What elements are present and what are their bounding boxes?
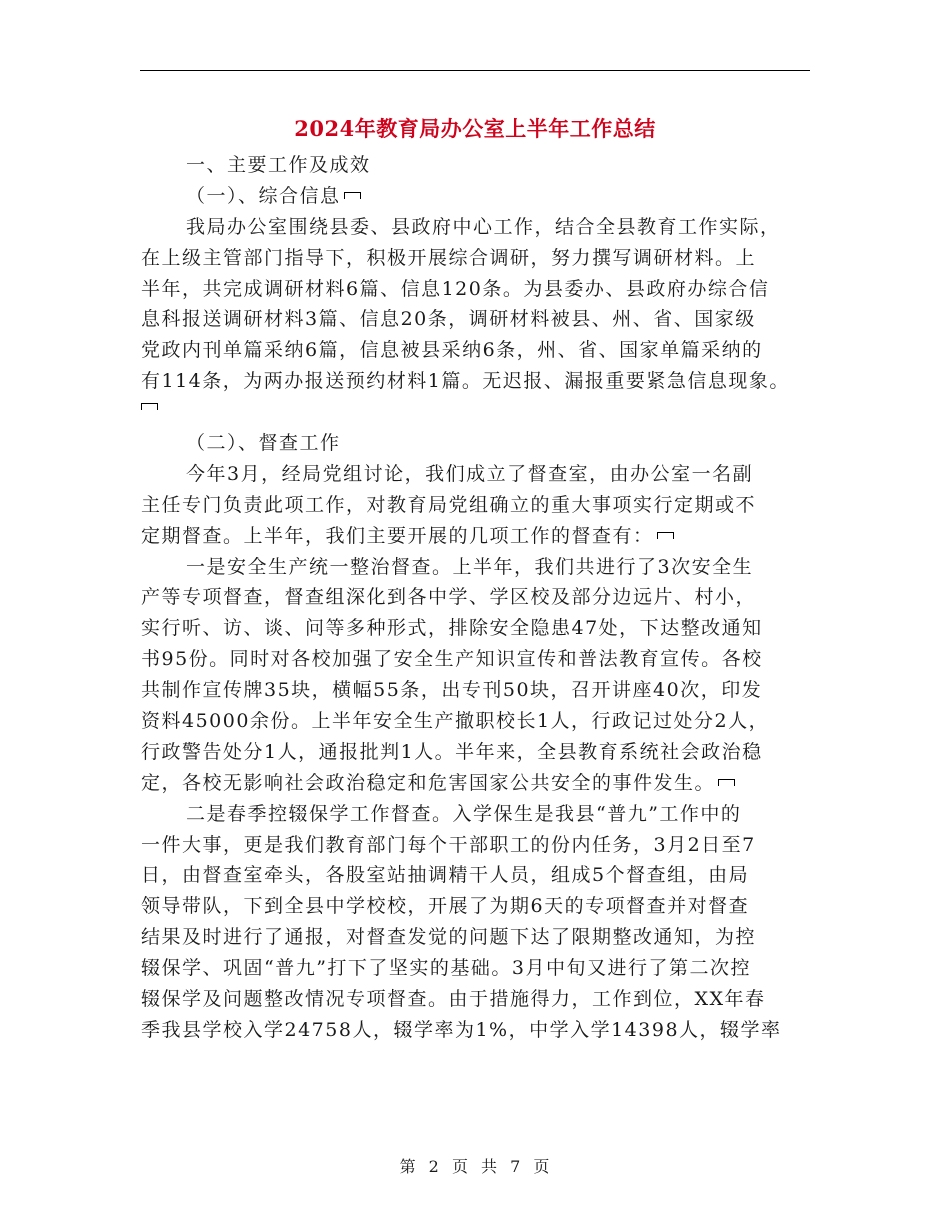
body-line: 资料45000余份。上半年安全生产撤职校长1人，行政记过处分2人， bbox=[141, 710, 770, 733]
body-line: 书95份。同时对各校加强了安全生产知识宣传和普法教育宣传。各校 bbox=[141, 648, 763, 671]
body-line: 结果及时进行了通报，对督查发觉的问题下达了限期整改通知，为控 bbox=[141, 926, 757, 949]
body-line: 产等专项督查，督查组深化到各中学、学区校及部分边远片、村小， bbox=[141, 586, 757, 609]
subsection-heading: （二）、督查工作 bbox=[186, 432, 341, 455]
body-line: 定，各校无影响社会政治稳定和危害国家公共安全的事件发生。 bbox=[141, 768, 813, 799]
body-line: 辍保学及问题整改情况专项督查。由于措施得力，工作到位，XX年春 bbox=[141, 988, 766, 1011]
document-body bbox=[141, 150, 813, 1046]
body-line: 辍保学、巩固“普九”打下了坚实的基础。3月中旬又进行了第二次控 bbox=[141, 957, 752, 980]
body-line: 二是春季控辍保学工作督查。入学保生是我县“普九”工作中的 bbox=[186, 802, 742, 825]
header-rule bbox=[140, 70, 810, 71]
body-line: 实行听、访、谈、问等多种形式，排除安全隐患47处，下达整改通知 bbox=[141, 617, 763, 640]
body-line: 有114条，为两办报送预约材料1篇。无迟报、漏报重要紧急信息现象。 bbox=[141, 370, 790, 393]
body-line: 党政内刊单篇采纳6篇，信息被县采纳6条，州、省、国家单篇采纳的 bbox=[141, 339, 763, 362]
body-line: 我局办公室围绕县委、县政府中心工作，结合全县教育工作实际， bbox=[186, 215, 781, 238]
section-heading: 一、主要工作及成效 bbox=[186, 154, 371, 176]
body-line: 领导带队，下到全县中学校校，开展了为期6天的专项督查并对督查 bbox=[141, 895, 750, 918]
body-line: 在上级主管部门指导下，积极开展综合调研，努力撰写调研材料。上 bbox=[141, 246, 757, 269]
body-line: 主任专门负责此项工作，对教育局党组确立的重大事项实行定期或不 bbox=[141, 493, 757, 516]
body-line: 一件大事，更是我们教育部门每个干部职工的份内任务，3月2日至7 bbox=[141, 833, 756, 856]
paragraph-mark-icon bbox=[344, 192, 361, 199]
body-line bbox=[141, 397, 813, 428]
body-line: 季我县学校入学24758人，辍学率为1%，中学入学14398人，辍学率 bbox=[141, 1018, 782, 1041]
page-number-footer: 第 2 页 共 7 页 bbox=[399, 1157, 551, 1176]
body-line: 共制作宣传牌35块，横幅55条，出专刊50块，召开讲座40次，印发 bbox=[141, 679, 763, 702]
body-line: 今年3月，经局党组讨论，我们成立了督查室，由办公室一名副 bbox=[186, 462, 754, 485]
body-line: 半年，共完成调研材料6篇、信息120条。为县委办、县政府办综合信 bbox=[141, 277, 770, 300]
subsection-heading: （一）、综合信息 bbox=[141, 181, 813, 212]
paragraph-mark-icon bbox=[718, 779, 735, 786]
body-line: 息科报送调研材料3篇、信息20条，调研材料被县、州、省、国家级 bbox=[141, 308, 756, 331]
body-line: 行政警告处分1人，通报批判1人。半年来，全县教育系统社会政治稳 bbox=[141, 740, 763, 763]
body-line: 定期督查。上半年，我们主要开展的几项工作的督查有： bbox=[141, 521, 813, 552]
paragraph-mark-icon bbox=[141, 403, 158, 410]
paragraph-mark-icon bbox=[657, 532, 674, 539]
body-line: 日，由督查室牵头，各股室站抽调精干人员，组成5个督查组，由局 bbox=[141, 864, 750, 887]
body-line: 一是安全生产统一整治督查。上半年，我们共进行了3次安全生 bbox=[186, 555, 754, 578]
document-title: 2024年教育局办公室上半年工作总结 bbox=[294, 116, 656, 141]
